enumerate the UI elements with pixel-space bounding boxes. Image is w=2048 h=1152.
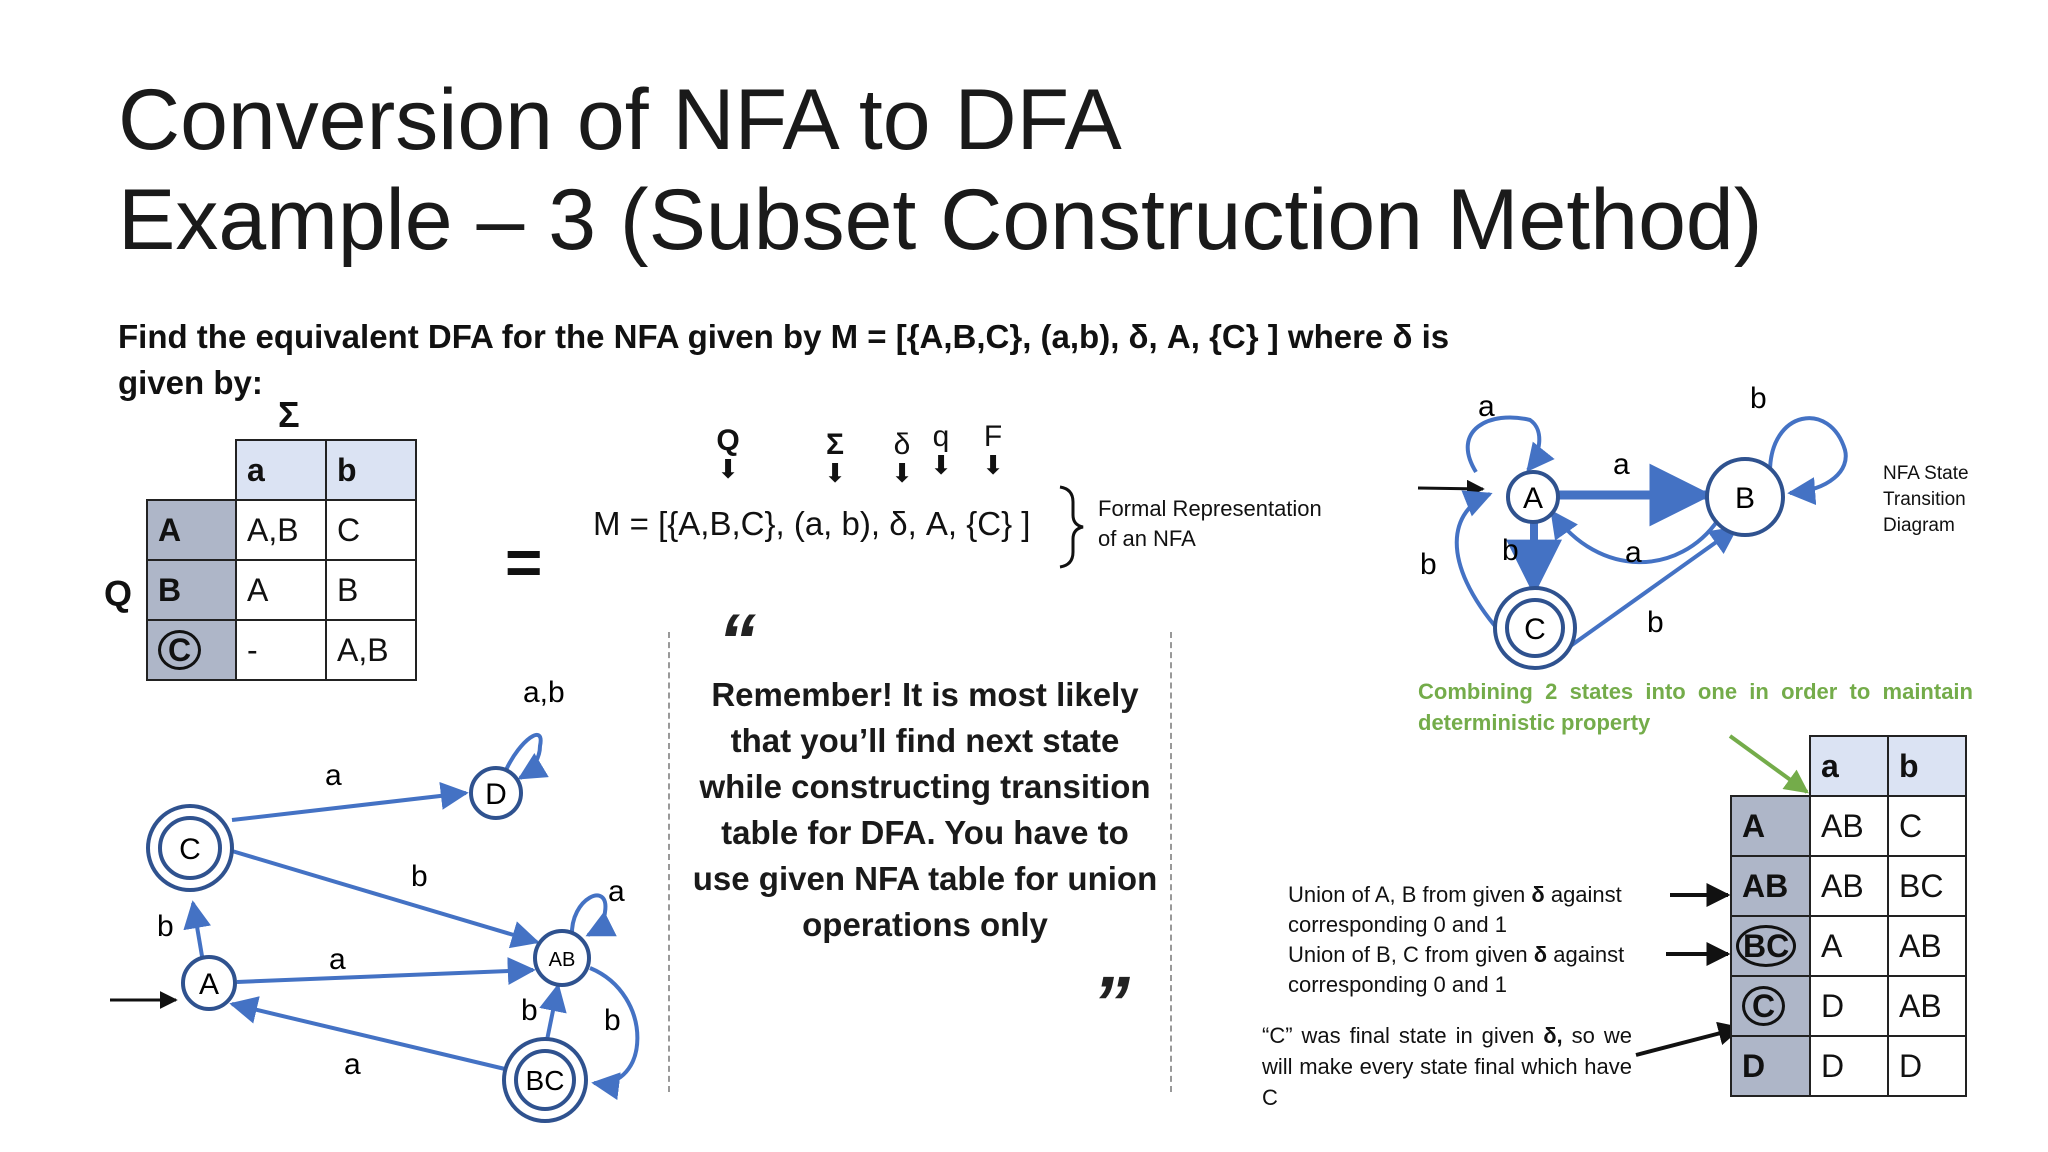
dfa-edge <box>237 970 533 982</box>
nfa-col-a: a <box>236 440 326 500</box>
dfa-edge <box>232 1004 505 1069</box>
dfa-edge <box>572 895 606 936</box>
nfa-edge-label: a <box>1478 390 1495 423</box>
union-note-ab: Union of A, B from given δ against corresponding 0 and 1 <box>1288 882 1622 937</box>
dfa-state-diagram <box>110 676 637 1121</box>
quote-text: Remember! It is most likely that you’ll find next state while constructing transition table for DFA. You have to use given NFA table for union operations only <box>692 676 1158 943</box>
nfa-edge-label: a <box>1613 448 1630 481</box>
nfa-edge-label: b <box>1647 606 1664 639</box>
nfa-cell: - <box>236 620 326 680</box>
dfa-cell: A <box>1810 916 1888 976</box>
dfa-col-a: a <box>1810 736 1888 796</box>
final-state-marker: C <box>158 630 201 670</box>
sigma-label: Σ <box>278 394 300 435</box>
dfa-edge-label: b <box>521 994 538 1027</box>
dfa-edge-label: a <box>329 943 346 976</box>
pointer-delta: δ ⬇ <box>887 428 917 484</box>
pointer-q0: q ⬇ <box>926 420 956 476</box>
open-quote-icon: “ <box>718 599 756 684</box>
nfa-cell: C <box>326 500 416 560</box>
dfa-row-A: A <box>1731 796 1810 856</box>
equals-sign: = <box>505 526 543 598</box>
dfa-cell: AB <box>1888 976 1966 1036</box>
nfa-edge-label: b <box>1502 534 1519 567</box>
down-arrow-icon: ⬇ <box>717 454 739 484</box>
nfa-edge <box>1457 494 1500 632</box>
dfa-row-C <box>1731 976 1810 1036</box>
problem-statement: Find the equivalent DFA for the NFA given by M = [{A,B,C}, (a,b), δ, A, {C} ] where δ is given by: <box>118 318 1450 401</box>
formal-label: Formal Representation of an NFA <box>1098 496 1322 551</box>
dfa-edge <box>193 903 203 962</box>
dfa-edge-label: a,b <box>523 676 565 709</box>
dfa-cell: AB <box>1810 856 1888 916</box>
dfa-edge-label: a <box>325 759 342 792</box>
nfa-row-B: B <box>147 560 236 620</box>
dfa-row-BC <box>1731 916 1810 976</box>
dfa-state-label: C <box>179 833 201 866</box>
dfa-transition-table <box>1730 735 1967 1097</box>
pointer-arrow-c <box>1636 1028 1740 1055</box>
dfa-cell: C <box>1888 796 1966 856</box>
pointer-sigma: Σ ⬇ <box>819 428 851 484</box>
dfa-cell: D <box>1888 1036 1966 1096</box>
nfa-cell: A,B <box>326 620 416 680</box>
down-arrow-icon: ⬇ <box>982 450 1004 480</box>
dfa-state-label: BC <box>525 1065 565 1096</box>
dfa-edge <box>232 851 537 942</box>
dfa-edge-label: b <box>411 860 428 893</box>
final-state-marker: C <box>1742 986 1785 1026</box>
dfa-edge-label: b <box>157 910 174 943</box>
dfa-col-b: b <box>1888 736 1966 796</box>
final-state-note: “C” was final state in given δ, so we will make every state final which have C <box>1262 1023 1632 1110</box>
nfa-row-A: A <box>147 500 236 560</box>
dfa-row-D: D <box>1731 1036 1810 1096</box>
title-line-2: Example – 3 (Subset Construction Method) <box>118 172 1763 268</box>
dfa-edge <box>232 793 466 820</box>
down-arrow-icon: ⬇ <box>891 458 913 488</box>
nfa-cell: A <box>236 560 326 620</box>
title-line-1: Conversion of NFA to DFA <box>118 72 1122 168</box>
dfa-edge <box>547 986 558 1040</box>
pointer-q: Q ⬇ <box>712 424 744 480</box>
q-label: Q <box>104 573 133 614</box>
final-state-marker: BC <box>1736 925 1796 967</box>
close-quote-icon: ” <box>1092 961 1130 1046</box>
union-note-bc: Union of B, C from given δ against corresponding 0 and 1 <box>1288 942 1625 997</box>
dfa-edge-label: b <box>604 1004 621 1037</box>
dfa-cell: AB <box>1888 916 1966 976</box>
dfa-state-label: A <box>198 968 220 1001</box>
nfa-edge-label: b <box>1420 548 1437 581</box>
down-arrow-icon: ⬇ <box>824 458 846 488</box>
nfa-edge-label: a <box>1625 536 1642 569</box>
dfa-edge-label: a <box>608 875 625 908</box>
dfa-cell: BC <box>1888 856 1966 916</box>
dfa-cell: D <box>1810 1036 1888 1096</box>
down-arrow-icon: ⬇ <box>930 450 952 480</box>
dfa-row-AB: AB <box>1731 856 1810 916</box>
nfa-cell: B <box>326 560 416 620</box>
nfa-col-b: b <box>326 440 416 500</box>
dfa-cell: D <box>1810 976 1888 1036</box>
dfa-edge-label: a <box>344 1048 361 1081</box>
nfa-state-label: A <box>1522 482 1544 515</box>
combine-states-note: Combining 2 states into one in order to maintain deterministic property <box>1418 679 1973 735</box>
nfa-edge <box>1468 417 1540 472</box>
nfa-edge-label: b <box>1750 382 1767 415</box>
nfa-state-label: C <box>1524 613 1546 646</box>
dfa-state-label: AB <box>548 949 576 971</box>
nfa-start-arrow <box>1418 488 1483 489</box>
dfa-cell: AB <box>1810 796 1888 856</box>
pointer-f: F ⬇ <box>978 420 1008 476</box>
formal-expression: M = [{A,B,C}, (a, b), δ, A, {C} ] <box>593 505 1031 542</box>
nfa-caption: NFA State Transition Diagram <box>1883 463 1969 536</box>
dfa-state-label: D <box>485 778 507 811</box>
nfa-state-label: B <box>1734 482 1756 515</box>
nfa-cell: A,B <box>236 500 326 560</box>
